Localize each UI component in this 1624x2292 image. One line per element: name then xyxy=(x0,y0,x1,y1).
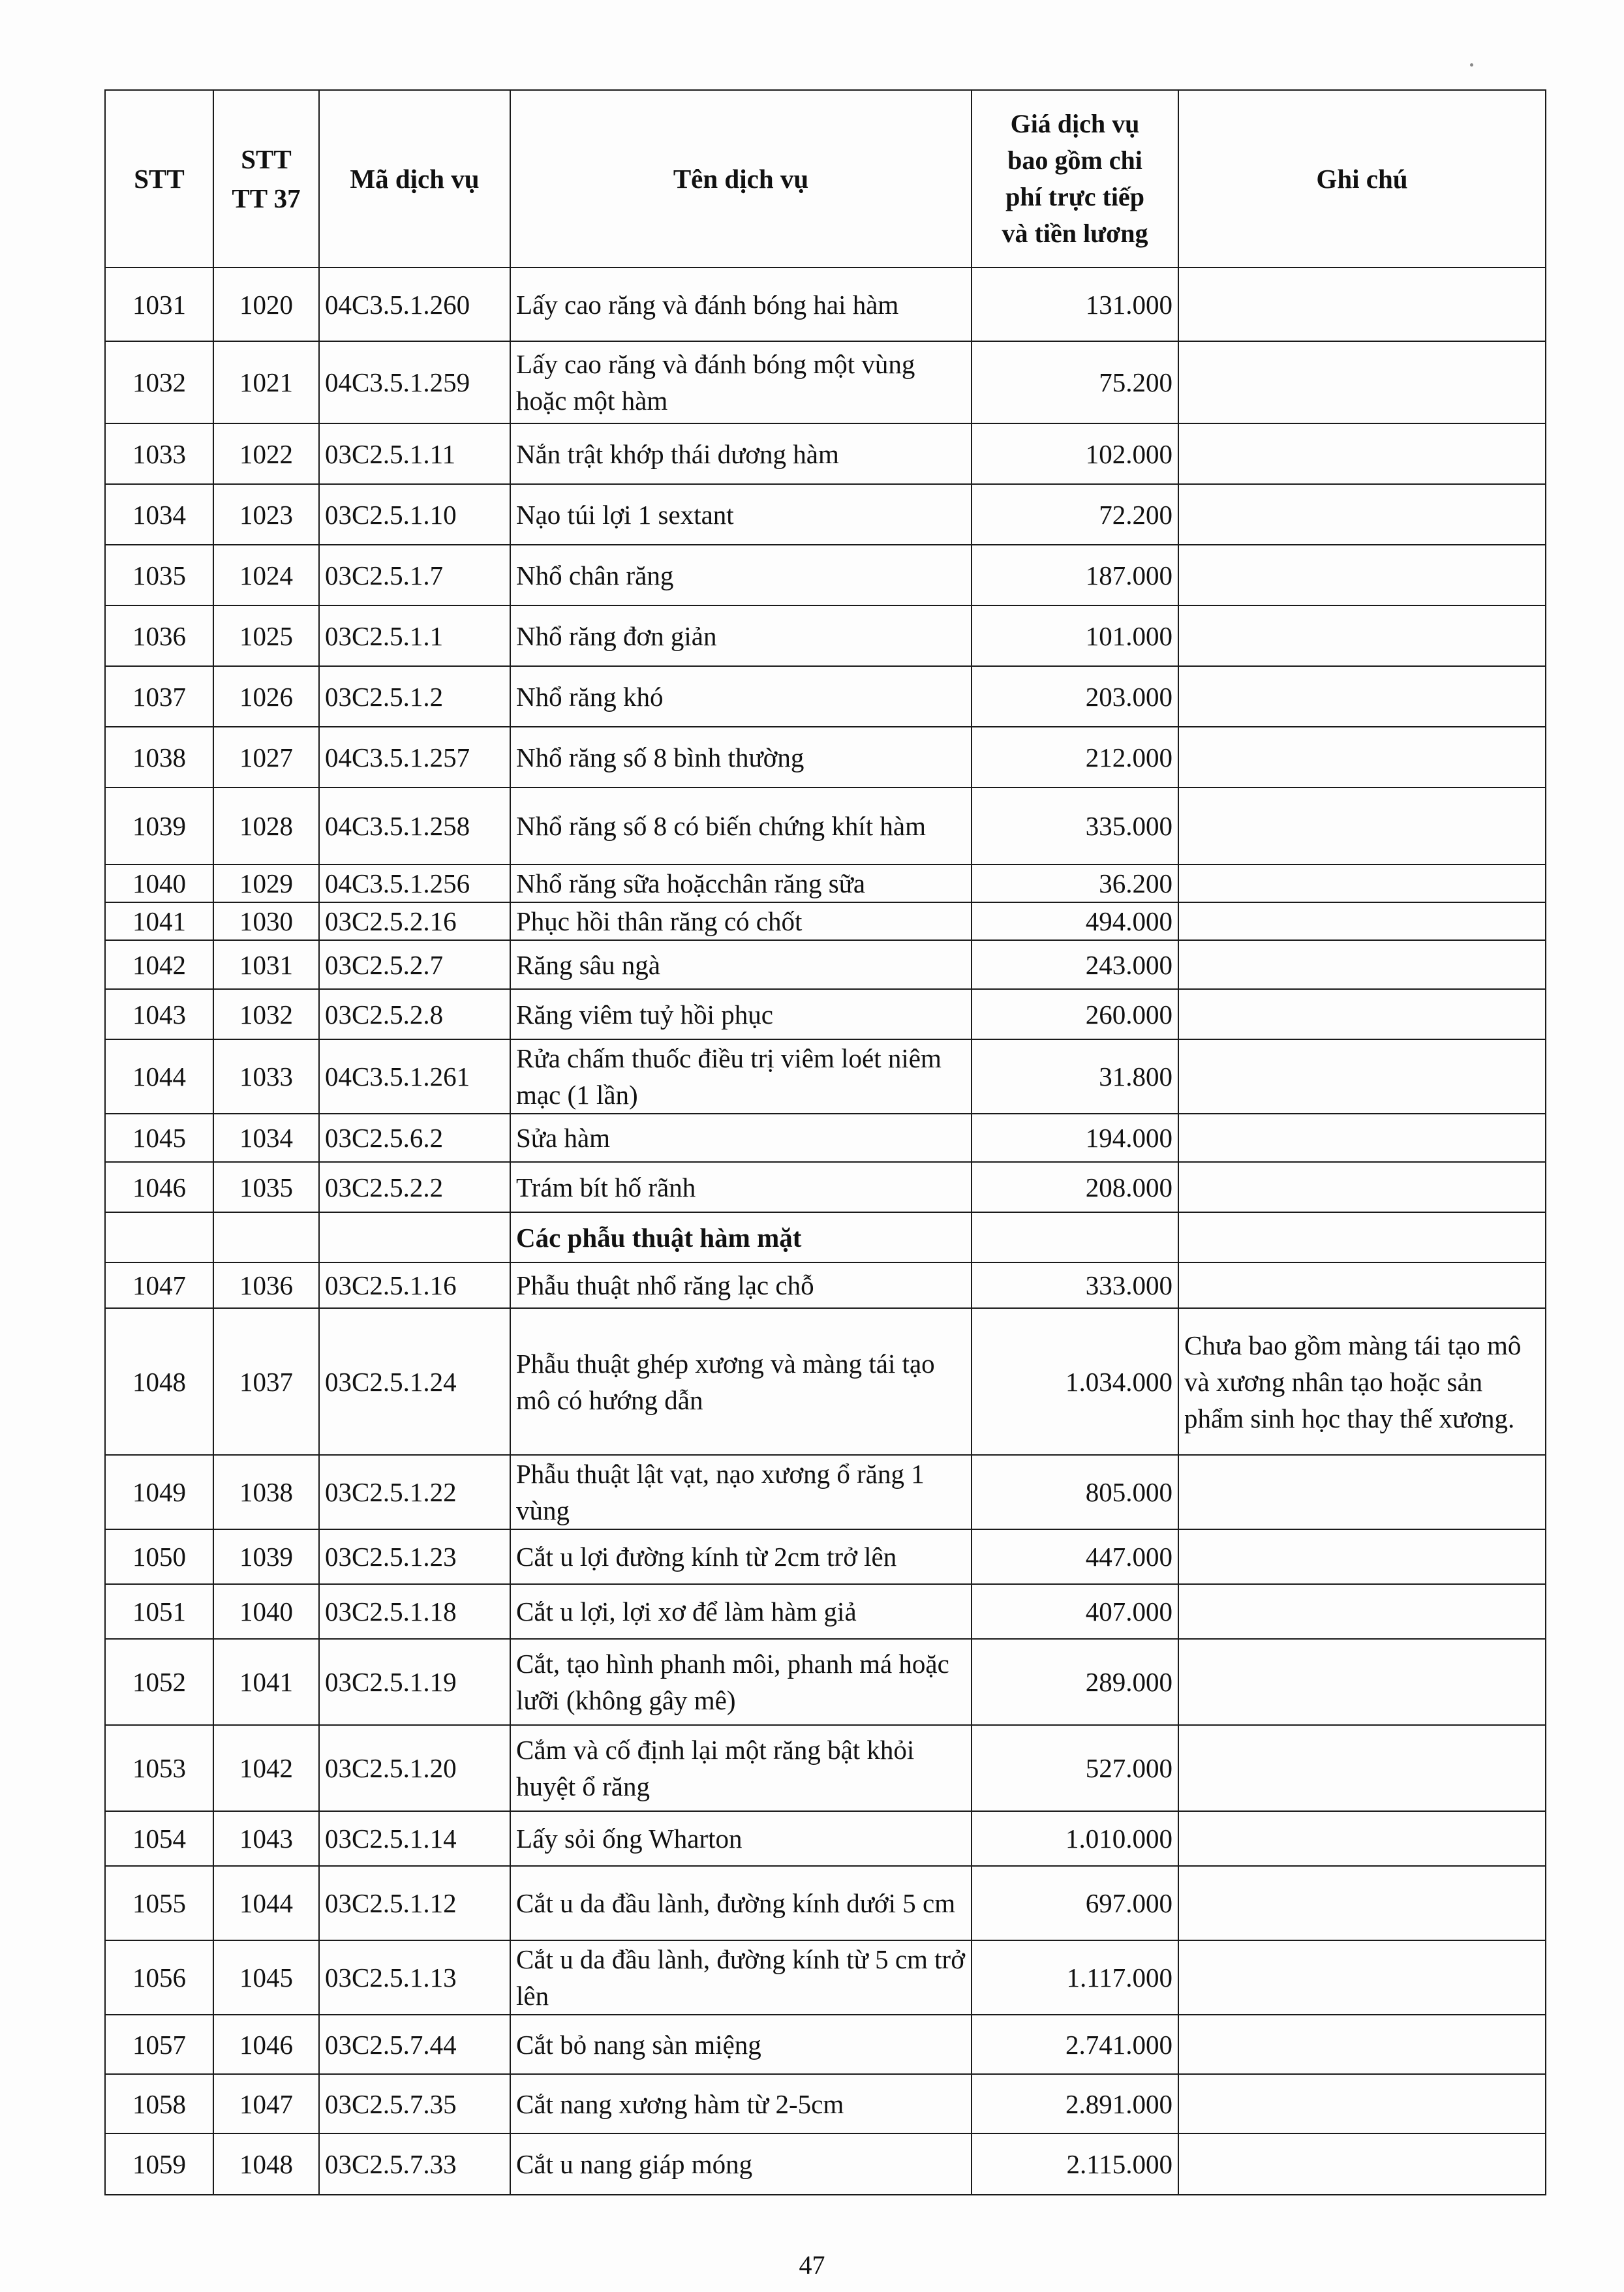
cell-code: 04C3.5.1.257 xyxy=(319,727,510,787)
cell-stt-tt37: 1037 xyxy=(213,1308,319,1455)
cell-stt: 1044 xyxy=(105,1039,213,1114)
cell-name: Cắt u da đầu lành, đường kính dưới 5 cm xyxy=(510,1866,972,1940)
cell-code: 03C2.5.1.19 xyxy=(319,1639,510,1725)
cell-name: Nhổ răng số 8 bình thường xyxy=(510,727,972,787)
cell-stt: 1057 xyxy=(105,2015,213,2074)
cell-price: 212.000 xyxy=(972,727,1178,787)
cell-price: 260.000 xyxy=(972,989,1178,1039)
cell-stt-tt37: 1039 xyxy=(213,1529,319,1584)
table-row xyxy=(105,1262,1546,1308)
cell-stt: 1031 xyxy=(105,267,213,341)
header-ten-dich-vu: Tên dịch vụ xyxy=(510,90,972,267)
cell-price: 805.000 xyxy=(972,1455,1178,1529)
table-row xyxy=(105,1308,1546,1455)
table-row xyxy=(105,1529,1546,1584)
cell-note xyxy=(1178,484,1546,545)
cell-stt: 1038 xyxy=(105,727,213,787)
header-gia-line4: và tiền lương xyxy=(1002,219,1148,248)
cell-code: 03C2.5.2.8 xyxy=(319,989,510,1039)
cell-code: 03C2.5.1.14 xyxy=(319,1811,510,1866)
cell-name: Lấy cao răng và đánh bóng hai hàm xyxy=(510,267,972,341)
cell-price: 1.034.000 xyxy=(972,1308,1178,1455)
section-header-row xyxy=(105,1212,1546,1262)
cell-note xyxy=(1178,1455,1546,1529)
cell-note xyxy=(1178,341,1546,423)
table-row xyxy=(105,1940,1546,2015)
cell-name: Nhổ răng số 8 có biến chứng khít hàm xyxy=(510,787,972,864)
cell-note xyxy=(1178,902,1546,940)
header-gia-line1: Giá dịch vụ xyxy=(1010,109,1140,138)
table-row xyxy=(105,267,1546,341)
cell-stt: 1051 xyxy=(105,1584,213,1639)
table-row xyxy=(105,484,1546,545)
cell-stt-tt37: 1046 xyxy=(213,2015,319,2074)
cell-price xyxy=(972,1212,1178,1262)
cell-price: 494.000 xyxy=(972,902,1178,940)
cell-stt: 1040 xyxy=(105,864,213,902)
cell-price: 2.891.000 xyxy=(972,2074,1178,2133)
cell-stt-tt37: 1045 xyxy=(213,1940,319,2015)
cell-stt-tt37: 1033 xyxy=(213,1039,319,1114)
cell-stt: 1047 xyxy=(105,1262,213,1308)
cell-name: Nắn trật khớp thái dương hàm xyxy=(510,423,972,484)
cell-stt: 1055 xyxy=(105,1866,213,1940)
cell-price: 1.010.000 xyxy=(972,1811,1178,1866)
cell-stt-tt37: 1026 xyxy=(213,666,319,727)
table-header-row xyxy=(105,90,1546,267)
cell-stt xyxy=(105,1212,213,1262)
cell-note xyxy=(1178,1725,1546,1811)
cell-note xyxy=(1178,605,1546,666)
cell-stt-tt37: 1048 xyxy=(213,2133,319,2195)
table-row xyxy=(105,666,1546,727)
cell-stt: 1058 xyxy=(105,2074,213,2133)
cell-stt: 1049 xyxy=(105,1455,213,1529)
cell-stt-tt37: 1040 xyxy=(213,1584,319,1639)
cell-price: 2.115.000 xyxy=(972,2133,1178,2195)
cell-note xyxy=(1178,940,1546,989)
cell-stt: 1033 xyxy=(105,423,213,484)
cell-stt: 1054 xyxy=(105,1811,213,1866)
cell-code: 03C2.5.1.1 xyxy=(319,605,510,666)
cell-note xyxy=(1178,787,1546,864)
cell-stt: 1056 xyxy=(105,1940,213,2015)
cell-code: 03C2.5.2.2 xyxy=(319,1162,510,1212)
cell-stt: 1039 xyxy=(105,787,213,864)
cell-stt-tt37: 1041 xyxy=(213,1639,319,1725)
cell-price: 187.000 xyxy=(972,545,1178,605)
cell-price: 31.800 xyxy=(972,1039,1178,1114)
cell-note xyxy=(1178,989,1546,1039)
cell-code: 03C2.5.1.23 xyxy=(319,1529,510,1584)
cell-stt-tt37: 1021 xyxy=(213,341,319,423)
cell-stt-tt37: 1043 xyxy=(213,1811,319,1866)
cell-stt-tt37: 1047 xyxy=(213,2074,319,2133)
cell-code: 03C2.5.1.7 xyxy=(319,545,510,605)
cell-name: Cắt nang xương hàm từ 2-5cm xyxy=(510,2074,972,2133)
cell-price: 447.000 xyxy=(972,1529,1178,1584)
cell-note xyxy=(1178,2133,1546,2195)
table-row xyxy=(105,2133,1546,2195)
cell-stt-tt37: 1023 xyxy=(213,484,319,545)
table-row xyxy=(105,1811,1546,1866)
table-row xyxy=(105,2015,1546,2074)
cell-note xyxy=(1178,666,1546,727)
cell-stt: 1037 xyxy=(105,666,213,727)
table-row xyxy=(105,1584,1546,1639)
cell-stt-tt37: 1042 xyxy=(213,1725,319,1811)
cell-note xyxy=(1178,2015,1546,2074)
cell-name: Trám bít hố rãnh xyxy=(510,1162,972,1212)
cell-price: 75.200 xyxy=(972,341,1178,423)
cell-code: 03C2.5.1.22 xyxy=(319,1455,510,1529)
cell-stt-tt37: 1044 xyxy=(213,1866,319,1940)
table-row xyxy=(105,727,1546,787)
cell-stt-tt37: 1024 xyxy=(213,545,319,605)
cell-stt: 1059 xyxy=(105,2133,213,2195)
cell-code: 03C2.5.1.2 xyxy=(319,666,510,727)
cell-code: 03C2.5.1.24 xyxy=(319,1308,510,1455)
table-row xyxy=(105,1114,1546,1162)
cell-name: Nhổ chân răng xyxy=(510,545,972,605)
cell-code: 03C2.5.1.11 xyxy=(319,423,510,484)
cell-code: 03C2.5.1.13 xyxy=(319,1940,510,2015)
table-row xyxy=(105,341,1546,423)
cell-price: 289.000 xyxy=(972,1639,1178,1725)
cell-code: 04C3.5.1.259 xyxy=(319,341,510,423)
table-row xyxy=(105,787,1546,864)
cell-code: 03C2.5.6.2 xyxy=(319,1114,510,1162)
cell-price: 194.000 xyxy=(972,1114,1178,1162)
table-row xyxy=(105,864,1546,902)
cell-price: 203.000 xyxy=(972,666,1178,727)
table-row xyxy=(105,1866,1546,1940)
cell-stt: 1035 xyxy=(105,545,213,605)
cell-note xyxy=(1178,2074,1546,2133)
cell-stt-tt37: 1028 xyxy=(213,787,319,864)
table-row xyxy=(105,1455,1546,1529)
table-row xyxy=(105,989,1546,1039)
cell-stt-tt37: 1034 xyxy=(213,1114,319,1162)
cell-code xyxy=(319,1212,510,1262)
cell-note: Chưa bao gồm màng tái tạo mô và xương nhân tạo hoặc sản phẩm sinh học thay thế xương. xyxy=(1178,1308,1546,1455)
cell-stt: 1042 xyxy=(105,940,213,989)
cell-price: 527.000 xyxy=(972,1725,1178,1811)
header-gia-line3: phí trực tiếp xyxy=(1005,182,1144,211)
cell-stt-tt37 xyxy=(213,1212,319,1262)
cell-name: Cắt bỏ nang sàn miệng xyxy=(510,2015,972,2074)
cell-stt: 1048 xyxy=(105,1308,213,1455)
cell-stt-tt37: 1027 xyxy=(213,727,319,787)
cell-price: 208.000 xyxy=(972,1162,1178,1212)
cell-note xyxy=(1178,1529,1546,1584)
header-gia-line2: bao gồm chi xyxy=(1007,145,1142,175)
cell-stt-tt37: 1022 xyxy=(213,423,319,484)
cell-note xyxy=(1178,1039,1546,1114)
cell-name: Nạo túi lợi 1 sextant xyxy=(510,484,972,545)
cell-code: 03C2.5.1.16 xyxy=(319,1262,510,1308)
scan-speck-mark xyxy=(1470,63,1473,67)
cell-name: Phẫu thuật ghép xương và màng tái tạo mô có hướng dẫn xyxy=(510,1308,972,1455)
cell-stt: 1041 xyxy=(105,902,213,940)
cell-price: 1.117.000 xyxy=(972,1940,1178,2015)
cell-stt-tt37: 1025 xyxy=(213,605,319,666)
cell-note xyxy=(1178,1114,1546,1162)
cell-stt-tt37: 1020 xyxy=(213,267,319,341)
cell-stt-tt37: 1030 xyxy=(213,902,319,940)
header-stt-tt37-line1: STT xyxy=(241,144,292,174)
cell-price: 36.200 xyxy=(972,864,1178,902)
cell-name: Rửa chấm thuốc điều trị viêm loét niêm mạc (1 lần) xyxy=(510,1039,972,1114)
cell-stt: 1053 xyxy=(105,1725,213,1811)
cell-stt: 1045 xyxy=(105,1114,213,1162)
cell-name: Phục hồi thân răng có chốt xyxy=(510,902,972,940)
cell-price: 243.000 xyxy=(972,940,1178,989)
cell-stt-tt37: 1035 xyxy=(213,1162,319,1212)
cell-stt: 1036 xyxy=(105,605,213,666)
cell-price: 407.000 xyxy=(972,1584,1178,1639)
cell-note xyxy=(1178,1811,1546,1866)
cell-name: Nhổ răng đơn giản xyxy=(510,605,972,666)
cell-name: Cắt u lợi đường kính từ 2cm trở lên xyxy=(510,1529,972,1584)
cell-price: 131.000 xyxy=(972,267,1178,341)
cell-name: Cắt u nang giáp móng xyxy=(510,2133,972,2195)
table-row xyxy=(105,1162,1546,1212)
cell-code: 03C2.5.1.20 xyxy=(319,1725,510,1811)
cell-stt-tt37: 1029 xyxy=(213,864,319,902)
table-row xyxy=(105,545,1546,605)
section-title: Các phẫu thuật hàm mặt xyxy=(510,1212,972,1262)
cell-note xyxy=(1178,1262,1546,1308)
cell-stt: 1050 xyxy=(105,1529,213,1584)
cell-name: Phẫu thuật lật vạt, nạo xương ổ răng 1 vùng xyxy=(510,1455,972,1529)
cell-name: Lấy sỏi ống Wharton xyxy=(510,1811,972,1866)
table-row xyxy=(105,2074,1546,2133)
cell-stt: 1046 xyxy=(105,1162,213,1212)
cell-stt-tt37: 1031 xyxy=(213,940,319,989)
cell-price: 102.000 xyxy=(972,423,1178,484)
cell-code: 03C2.5.2.7 xyxy=(319,940,510,989)
cell-note xyxy=(1178,1212,1546,1262)
cell-name: Lấy cao răng và đánh bóng một vùng hoặc một hàm xyxy=(510,341,972,423)
cell-stt: 1034 xyxy=(105,484,213,545)
cell-stt-tt37: 1036 xyxy=(213,1262,319,1308)
cell-stt: 1043 xyxy=(105,989,213,1039)
cell-code: 03C2.5.7.33 xyxy=(319,2133,510,2195)
header-gia-dich-vu xyxy=(972,90,1178,267)
cell-note xyxy=(1178,267,1546,341)
header-stt-tt37 xyxy=(213,90,319,267)
cell-code: 03C2.5.2.16 xyxy=(319,902,510,940)
table-row xyxy=(105,1039,1546,1114)
cell-price: 72.200 xyxy=(972,484,1178,545)
cell-code: 03C2.5.7.44 xyxy=(319,2015,510,2074)
cell-note xyxy=(1178,1866,1546,1940)
cell-code: 04C3.5.1.261 xyxy=(319,1039,510,1114)
cell-code: 03C2.5.1.12 xyxy=(319,1866,510,1940)
header-ghi-chu: Ghi chú xyxy=(1178,90,1546,267)
cell-note xyxy=(1178,1162,1546,1212)
cell-note xyxy=(1178,864,1546,902)
cell-code: 04C3.5.1.258 xyxy=(319,787,510,864)
cell-name: Cắt u lợi, lợi xơ để làm hàm giả xyxy=(510,1584,972,1639)
cell-name: Nhổ răng sữa hoặcchân răng sữa xyxy=(510,864,972,902)
header-stt: STT xyxy=(105,90,213,267)
cell-note xyxy=(1178,545,1546,605)
table-row xyxy=(105,1639,1546,1725)
service-price-table xyxy=(104,89,1546,2195)
cell-stt-tt37: 1032 xyxy=(213,989,319,1039)
cell-price: 333.000 xyxy=(972,1262,1178,1308)
cell-price: 335.000 xyxy=(972,787,1178,864)
table-row xyxy=(105,423,1546,484)
cell-note xyxy=(1178,727,1546,787)
table-row xyxy=(105,940,1546,989)
cell-stt: 1052 xyxy=(105,1639,213,1725)
cell-note xyxy=(1178,1940,1546,2015)
cell-name: Cắt, tạo hình phanh môi, phanh má hoặc lưỡi (không gây mê) xyxy=(510,1639,972,1725)
cell-price: 101.000 xyxy=(972,605,1178,666)
cell-name: Cắm và cố định lại một răng bật khỏi huyệt ổ răng xyxy=(510,1725,972,1811)
header-ma-dich-vu: Mã dịch vụ xyxy=(319,90,510,267)
cell-name: Cắt u da đầu lành, đường kính từ 5 cm trở lên xyxy=(510,1940,972,2015)
cell-price: 2.741.000 xyxy=(972,2015,1178,2074)
table-row xyxy=(105,605,1546,666)
page-number: 47 xyxy=(799,2250,825,2280)
table-row xyxy=(105,902,1546,940)
cell-code: 04C3.5.1.260 xyxy=(319,267,510,341)
cell-name: Răng sâu ngà xyxy=(510,940,972,989)
cell-stt-tt37: 1038 xyxy=(213,1455,319,1529)
cell-code: 04C3.5.1.256 xyxy=(319,864,510,902)
cell-stt: 1032 xyxy=(105,341,213,423)
cell-name: Nhổ răng khó xyxy=(510,666,972,727)
cell-note xyxy=(1178,1584,1546,1639)
cell-name: Sửa hàm xyxy=(510,1114,972,1162)
header-stt-tt37-line2: TT 37 xyxy=(232,183,301,213)
cell-note xyxy=(1178,423,1546,484)
cell-name: Phẫu thuật nhổ răng lạc chỗ xyxy=(510,1262,972,1308)
table-row xyxy=(105,1725,1546,1811)
cell-name: Răng viêm tuỷ hồi phục xyxy=(510,989,972,1039)
cell-price: 697.000 xyxy=(972,1866,1178,1940)
cell-code: 03C2.5.1.10 xyxy=(319,484,510,545)
cell-code: 03C2.5.7.35 xyxy=(319,2074,510,2133)
cell-note xyxy=(1178,1639,1546,1725)
cell-code: 03C2.5.1.18 xyxy=(319,1584,510,1639)
